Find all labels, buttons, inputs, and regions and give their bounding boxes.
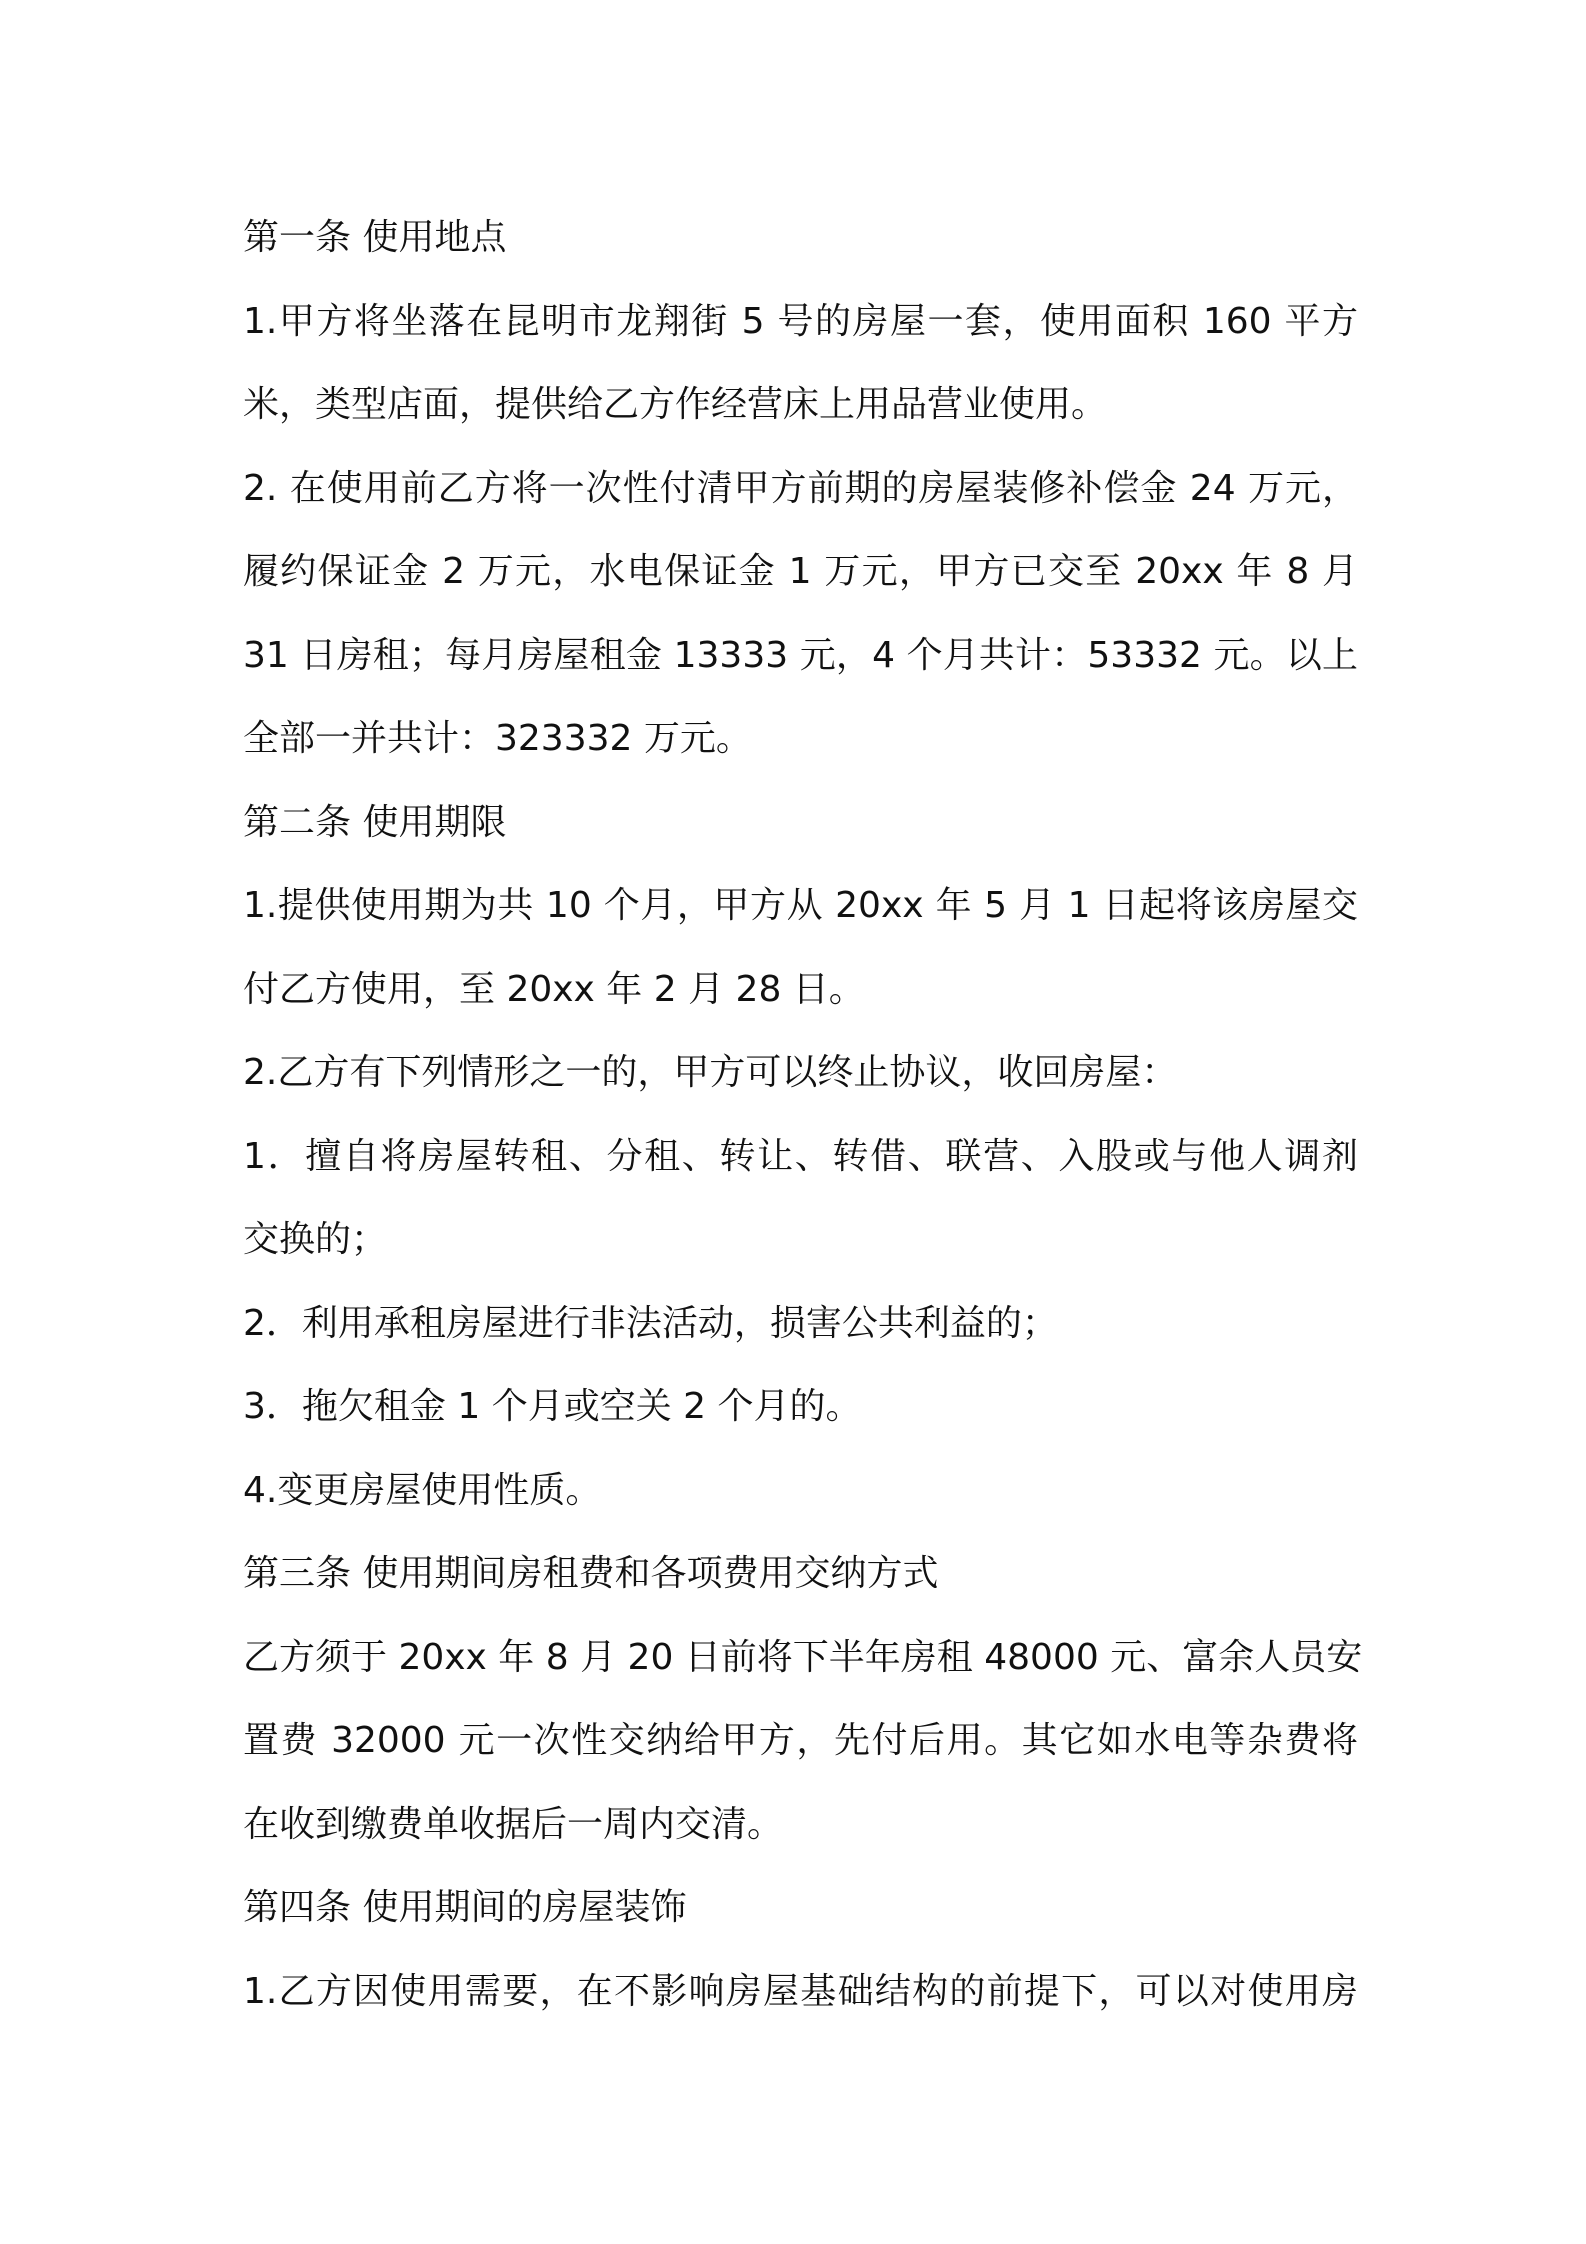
- article-heading: 第二条 使用期限: [243, 801, 507, 843]
- paragraph-line: 2.乙方有下列情形之一的，甲方可以终止协议，收回房屋：: [243, 1052, 1178, 1093]
- article-heading: 第一条 使用地点: [243, 217, 507, 258]
- paragraph-line: 1.乙方因使用需要，在不影响房屋基础结构的前提下，可以对使用房: [243, 1970, 1358, 2012]
- paragraph-line: 置费 32000 元一次性交纳给甲方，先付后用。其它如水电等杂费将: [243, 1720, 1358, 1761]
- paragraph-line: 1.提供使用期为共 10 个月，甲方从 20xx 年 5 月 1 日起将该房屋交: [243, 885, 1358, 926]
- paragraph-line: 2. 在使用前乙方将一次性付清甲方前期的房屋装修补偿金 24 万元，: [243, 467, 1358, 509]
- paragraph-line: 31 日房租；每月房屋租金 13333 元，4 个月共计：53332 元。以上: [243, 634, 1358, 676]
- paragraph-line: 4.变更房屋使用性质。: [243, 1469, 602, 1511]
- paragraph-line: 付乙方使用，至 20xx 年 2 月 28 日。: [243, 968, 865, 1010]
- paragraph-line: 乙方须于 20xx 年 8 月 20 日前将下半年房租 48000 元、富余人员安: [243, 1636, 1363, 1678]
- paragraph-line: 米，类型店面，提供给乙方作经营床上用品营业使用。: [243, 384, 1108, 425]
- paragraph-line: 在收到缴费单收据后一周内交清。: [243, 1803, 784, 1845]
- paragraph-line: 履约保证金 2 万元，水电保证金 1 万元，甲方已交至 20xx 年 8 月: [243, 551, 1358, 592]
- paragraph-line: 3．拖欠租金 1 个月或空关 2 个月的。: [243, 1386, 862, 1427]
- paragraph-line: 1.甲方将坐落在昆明市龙翔街 5 号的房屋一套，使用面积 160 平方: [243, 300, 1358, 342]
- paragraph-line: 全部一并共计：323332 万元。: [243, 718, 752, 759]
- paragraph-line: 2．利用承租房屋进行非法活动，损害公共利益的；: [243, 1302, 1058, 1344]
- paragraph-line: 1．擅自将房屋转租、分租、转让、转借、联营、入股或与他人调剂: [243, 1135, 1358, 1177]
- article-heading: 第三条 使用期间房租费和各项费用交纳方式: [243, 1553, 939, 1594]
- document-body: [243, 196, 1363, 2033]
- article-heading: 第四条 使用期间的房屋装饰: [243, 1887, 687, 1928]
- paragraph-line: 交换的；: [243, 1219, 388, 1260]
